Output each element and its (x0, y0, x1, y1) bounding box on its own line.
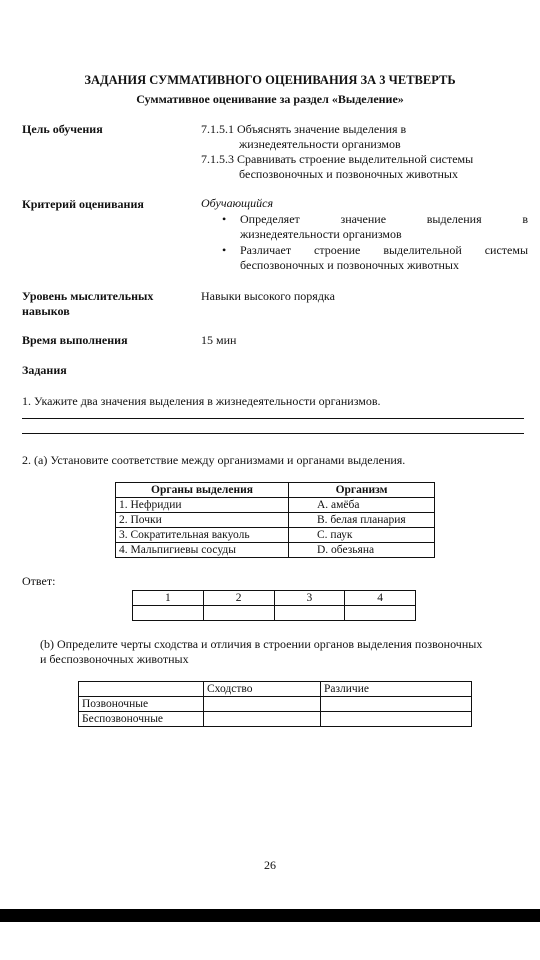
table-cell: Позвоночные (79, 697, 204, 712)
table-header (79, 682, 204, 697)
goal-1-line-1: 7.1.5.1 Объяснять значение выделения в (201, 122, 407, 136)
table-cell: D. обезьяна (289, 543, 435, 558)
table-header: Органы выделения (116, 483, 289, 498)
table-header: 1 (133, 591, 204, 606)
matching-table (115, 482, 435, 558)
goal-2-line-2: беспозвоночных и позвоночных животных (239, 167, 458, 181)
page-number: 26 (264, 858, 276, 872)
answer-cell[interactable] (274, 606, 345, 621)
table-header: Различие (321, 682, 472, 697)
table-header-row (79, 682, 472, 697)
answer-label: Ответ: (22, 574, 56, 588)
table-cell: 3. Сократительная вакуоль (116, 528, 289, 543)
table-cell: Беспозвоночные (79, 712, 204, 727)
table-header: Сходство (204, 682, 321, 697)
table-header-row (116, 483, 435, 498)
table-row (116, 513, 435, 528)
task-2a-text: 2. (a) Установите соответствие между организмами и органами выделения. (22, 453, 406, 467)
level-value: Навыки высокого порядка (201, 289, 335, 303)
criteria-bullet-1-line-1: Определяет значение выделения в (240, 212, 528, 226)
table-header: 4 (345, 591, 416, 606)
table-cell: A. амёба (289, 498, 435, 513)
answer-line[interactable] (22, 433, 524, 434)
criteria-bullet-2 (240, 243, 528, 273)
task-2b-line-1: (b) Определите черты сходства и отличия в строении органов выделения позвоночных (40, 637, 483, 651)
task-1-text: 1. Укажите два значения выделения в жизнедеятельности организмов. (22, 394, 381, 408)
table-cell: 2. Почки (116, 513, 289, 528)
answer-cell[interactable] (321, 712, 472, 727)
table-row (116, 528, 435, 543)
table-cell: 4. Мальпигиевы сосуды (116, 543, 289, 558)
table-cell: B. белая планария (289, 513, 435, 528)
criteria-bullet-2-line-2: беспозвоночных и позвоночных животных (240, 258, 459, 272)
level-label-line-2: навыков (22, 304, 70, 318)
table-header: 2 (203, 591, 274, 606)
table-cell: 1. Нефридии (116, 498, 289, 513)
level-label-line-1: Уровень мыслительных (22, 289, 154, 303)
answer-cell[interactable] (203, 606, 274, 621)
table-row (116, 543, 435, 558)
criteria-intro: Обучающийся (201, 196, 274, 210)
answer-table (132, 590, 416, 621)
table-row (79, 712, 472, 727)
answer-cell[interactable] (321, 697, 472, 712)
criteria-bullet-1-line-2: жизнедеятельности организмов (240, 227, 402, 241)
document-subtitle: Суммативное оценивание за раздел «Выделение» (136, 92, 404, 106)
table-header: Организм (289, 483, 435, 498)
answer-cell[interactable] (133, 606, 204, 621)
criteria-label: Критерий оценивания (22, 197, 144, 211)
time-label: Время выполнения (22, 333, 128, 347)
answer-line[interactable] (22, 418, 524, 419)
criteria-bullet-1 (240, 212, 528, 242)
table-row (133, 606, 416, 621)
table-header-row (133, 591, 416, 606)
table-header: 3 (274, 591, 345, 606)
goal-2-line-1: 7.1.5.3 Сравнивать строение выделительной системы (201, 152, 474, 166)
time-value: 15 мин (201, 333, 237, 347)
table-row (116, 498, 435, 513)
bullet-icon: • (222, 243, 227, 257)
table-row (79, 697, 472, 712)
bullet-icon: • (222, 212, 227, 226)
tasks-heading: Задания (22, 363, 67, 377)
criteria-bullet-2-line-1: Различает строение выделительной системы (240, 243, 528, 257)
comparison-table (78, 681, 472, 727)
answer-cell[interactable] (345, 606, 416, 621)
answer-cell[interactable] (204, 712, 321, 727)
goal-label: Цель обучения (22, 122, 103, 136)
answer-cell[interactable] (204, 697, 321, 712)
bottom-bar (0, 909, 540, 922)
table-cell: C. паук (289, 528, 435, 543)
goal-1-line-2: жизнедеятельности организмов (239, 137, 401, 151)
task-2b-line-2: и беспозвоночных животных (40, 652, 189, 666)
document-title: ЗАДАНИЯ СУММАТИВНОГО ОЦЕНИВАНИЯ ЗА 3 ЧЕТВЕРТЬ (84, 73, 456, 87)
